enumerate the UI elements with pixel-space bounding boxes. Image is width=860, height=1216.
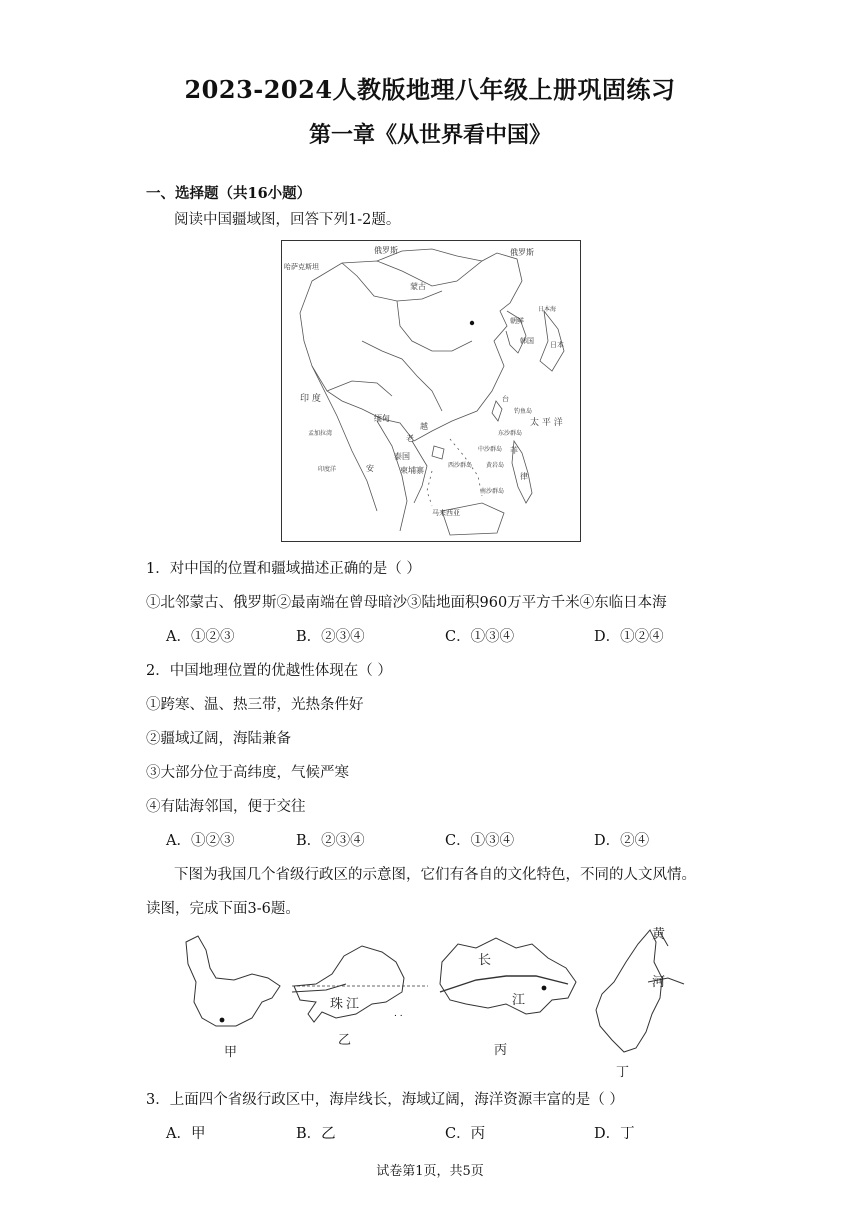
- map-label-mongolia: 蒙古: [410, 282, 426, 291]
- page-footer: 试卷第1页，共5页: [376, 1164, 484, 1179]
- map-label-japan: 日本: [550, 341, 564, 349]
- map-label-laos: 老: [406, 434, 414, 443]
- river-label-zhu: 珠: [330, 997, 344, 1012]
- question-1-option-d[interactable]: D．①②④: [594, 629, 664, 645]
- intro-text-1: 阅读中国疆域图，回答下列1-2题。: [174, 212, 401, 228]
- map-label-nkorea: 朝鲜: [510, 317, 524, 325]
- section-heading: 一、选择题（共16小题）: [146, 185, 312, 202]
- map-label-zhongsha: 中沙群岛: [478, 446, 503, 453]
- question-2-item-1: ①跨寒、温、热三带，光热条件好: [146, 697, 364, 713]
- svg-text:. .: . .: [394, 1009, 403, 1019]
- question-2-option-b[interactable]: B．②③④: [296, 833, 365, 849]
- map-label-nansha: 南沙群岛: [480, 488, 505, 495]
- map-label-japan-sea: 日本海: [538, 306, 557, 313]
- map-label-pacific: 太 平 洋: [530, 418, 563, 428]
- question-1-option-b[interactable]: B．②③④: [296, 629, 365, 645]
- question-1-option-c[interactable]: C．①③④: [445, 629, 515, 645]
- map-label-skorea: 韩国: [520, 337, 534, 345]
- map-label-indian-ocean: 印度洋: [318, 466, 337, 473]
- province-label-bing: 丙: [494, 1043, 508, 1058]
- question-3-option-d[interactable]: D．丁: [594, 1126, 635, 1142]
- question-2-item-2: ②疆域辽阔，海陆兼备: [146, 731, 291, 747]
- intro-text-2-line-2: 读图，完成下面3-6题。: [146, 901, 300, 917]
- map-label-bangla-bay: 孟加拉湾: [308, 430, 333, 437]
- map-label-philippines-2: 律: [520, 472, 528, 481]
- question-3-option-b[interactable]: B．乙: [296, 1126, 336, 1142]
- province-maps-figure: [176, 922, 696, 1082]
- river-label-chang: 长: [478, 953, 492, 968]
- river-label-huang: 黄: [652, 927, 666, 942]
- map-label-diaoyu: 钓鱼岛: [514, 408, 533, 415]
- map-label-malaysia: 马来西亚: [432, 509, 460, 517]
- map-label-kazakhstan: 哈萨克斯坦: [284, 263, 319, 271]
- river-label-chang-jiang: 江: [512, 993, 526, 1008]
- question-2-option-a[interactable]: A．①②③: [166, 833, 235, 849]
- map-label-cambodia: 柬埔寨: [400, 466, 424, 475]
- map-label-thailand: 泰国: [394, 452, 410, 461]
- page-title: 2023-2024人教版地理八年级上册巩固练习: [184, 75, 676, 104]
- map-label-xisha: 西沙群岛: [448, 462, 473, 469]
- map-label-russia-w: 俄罗斯: [374, 246, 398, 255]
- chapter-title: 第一章《从世界看中国》: [308, 122, 551, 148]
- map-label-india: 印 度: [300, 394, 321, 404]
- map-label-andaman: 安: [366, 464, 374, 473]
- question-2-option-d[interactable]: D．②④: [594, 833, 650, 849]
- province-label-yi: 乙: [338, 1033, 352, 1048]
- question-1-item: ①北邻蒙古、俄罗斯②最南端在曾母暗沙③陆地面积960万平方千米④东临日本海: [146, 595, 667, 611]
- province-label-ding: 丁: [616, 1065, 630, 1080]
- question-3-stem: 3．上面四个省级行政区中，海岸线长，海域辽阔，海洋资源丰富的是（ ）: [146, 1092, 624, 1108]
- question-1-stem: 1．对中国的位置和疆域描述正确的是（ ）: [146, 561, 421, 577]
- river-label-he: 河: [652, 975, 666, 990]
- map-label-philippines: 菲: [510, 446, 518, 455]
- river-label-zhu-jiang: 江: [346, 997, 360, 1012]
- map-label-myanmar: 缅甸: [374, 414, 390, 423]
- map-label-vietnam: 越: [420, 422, 428, 431]
- china-territory-map: [281, 240, 581, 542]
- question-2-item-3: ③大部分位于高纬度，气候严寒: [146, 765, 349, 781]
- map-label-dongsha: 东沙群岛: [498, 430, 523, 437]
- intro-text-2-line-1: 下图为我国几个省级行政区的示意图，它们有各自的文化特色，不同的人文风情。: [174, 867, 696, 883]
- map-label-taiwan: 台: [502, 395, 509, 403]
- province-label-jia: 甲: [224, 1045, 238, 1060]
- question-2-item-4: ④有陆海邻国，便于交往: [146, 799, 306, 815]
- question-2-stem: 2．中国地理位置的优越性体现在（ ）: [146, 663, 392, 679]
- question-2-option-c[interactable]: C．①③④: [445, 833, 515, 849]
- question-1-option-a[interactable]: A．①②③: [166, 629, 235, 645]
- question-3-option-c[interactable]: C．丙: [445, 1126, 486, 1142]
- map-label-huangyan: 黄岩岛: [486, 462, 505, 469]
- map-label-russia-e: 俄罗斯: [510, 248, 534, 257]
- question-3-option-a[interactable]: A．甲: [166, 1126, 206, 1142]
